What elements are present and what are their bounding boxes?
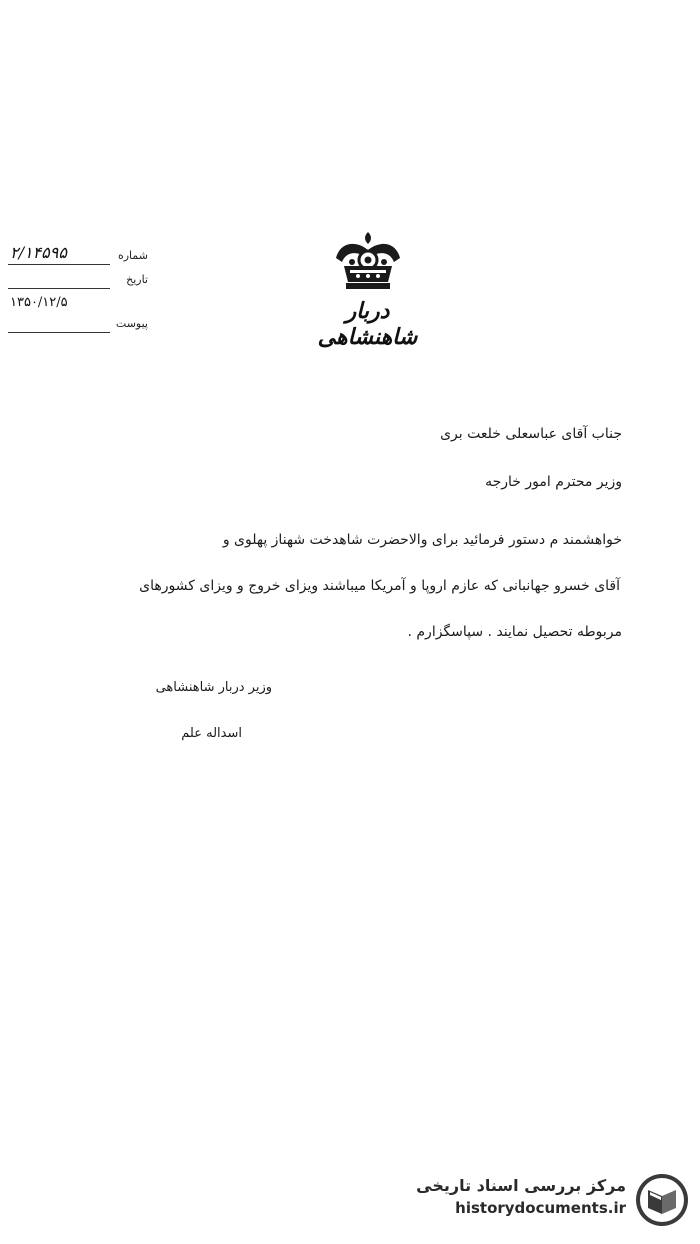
- addressee-position: وزیر محترم امور خارجه: [485, 474, 622, 490]
- attachment-line: [8, 332, 110, 333]
- watermark-url[interactable]: historydocuments.ir: [455, 1199, 626, 1217]
- meta-attachment-row: [8, 313, 148, 337]
- date-line: [8, 288, 110, 289]
- watermark: [400, 1170, 690, 1230]
- court-title: دربار شاهنشاهی: [317, 298, 418, 350]
- body-line-3: مربوطه تحصیل نمایند . سپاسگزارم .: [407, 624, 622, 640]
- watermark-text: [416, 1176, 626, 1217]
- watermark-org-name: مرکز بررسی اسناد تاریخی: [416, 1176, 626, 1195]
- meta-date-value-row: [8, 293, 148, 313]
- body-line-1: خواهشمند م دستور فرمائید برای والاحضرت شاهدخت شهناز پهلوی و: [222, 532, 622, 548]
- signatory-title: وزیر دربار شاهنشاهی: [155, 680, 272, 695]
- body-line-2: آقای خسرو جهانبانی که عازم اروپا و آمریکا میباشند ویزای خروج و ویزای کشورهای: [139, 578, 620, 594]
- date-value: ۱۳۵۰/۱۲/۵: [10, 295, 68, 310]
- crown-emblem-icon: [330, 228, 406, 294]
- signatory-name: اسداله علم: [181, 726, 242, 741]
- meta-number-row: [8, 245, 148, 269]
- attachment-label: پیوست: [115, 317, 148, 330]
- date-label: تاریخ: [126, 273, 148, 286]
- number-label: شماره: [117, 249, 148, 262]
- meta-date-row: [8, 269, 148, 293]
- addressee: جناب آقای عباسعلی خلعت بری: [440, 426, 622, 442]
- book-logo-icon: [634, 1172, 690, 1228]
- document-meta: [8, 245, 148, 337]
- number-line: [8, 264, 110, 265]
- number-value: ۲/۱۴۵۹۵: [10, 243, 67, 262]
